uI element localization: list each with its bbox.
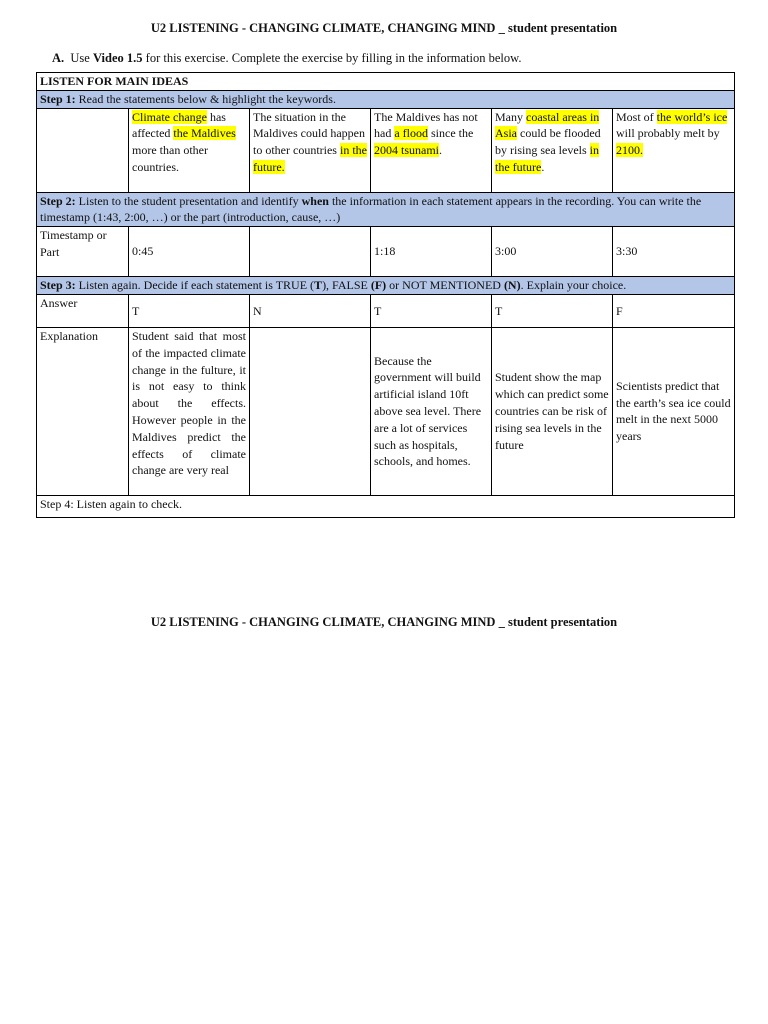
instruction-pre: Use [70, 51, 90, 65]
page-title-repeat: U2 LISTENING - CHANGING CLIMATE, CHANGING MIND _ student presentation [150, 615, 618, 629]
table-heading: LISTEN FOR MAIN IDEAS [37, 73, 735, 91]
statement-text: The situation in the Maldives could happen to other countries [253, 109, 365, 158]
step1-label: Step 1: [40, 91, 76, 106]
statement-text: The Maldives has not had [374, 109, 478, 141]
answer-label: Answer [37, 294, 129, 327]
highlighted-keyword: in the future [495, 143, 599, 174]
step3-text: or NOT MENTIONED [389, 278, 501, 293]
answer-cell[interactable]: T [129, 294, 250, 327]
answer-cell[interactable]: T [492, 294, 613, 327]
step3-label: Step 3: [40, 278, 76, 293]
statement-text: has affected [132, 109, 226, 141]
highlighted-keyword: the world’s ice [656, 109, 728, 124]
step4-row: Step 4: Listen again to check. [37, 495, 735, 517]
explanation-label: Explanation [37, 327, 129, 495]
step3-text: Listen again. Decide if each statement is TRUE ( [78, 278, 315, 293]
step2-post: the information in each statement appears in the recording. You can write the timestamp (1:43, 2:00, …) or the part (introduction, cause, …) [40, 193, 702, 225]
explanation-cell[interactable]: Student said that most of the impacted climate change in the fulture, it is not easy to think about the effects. However people in the Maldives predict the effects of climate change are very real [129, 327, 250, 495]
highlighted-keyword: the Maldives [173, 126, 236, 141]
statement-cell [492, 108, 613, 192]
page-title: U2 LISTENING - CHANGING CLIMATE, CHANGING MIND _ student presentation [150, 21, 618, 35]
explanation-cell[interactable]: Student show the map which can predict some countries can be risk of rising sea levels in the future [492, 327, 613, 495]
explanation-cell[interactable]: Because the government will build artificial island 10ft above sea level. There are a lot of services such as hospitals, schools, and homes. [371, 327, 492, 495]
step3-false: (F) [370, 278, 387, 293]
step1-text: Read the statements below & highlight the keywords. [78, 91, 336, 106]
explanation-cell[interactable]: Scientists predict that the earth’s sea ice could melt in the next 5000 years [613, 327, 735, 495]
answer-cell[interactable]: T [371, 294, 492, 327]
highlighted-keyword: Climate change [132, 109, 207, 124]
statement-blank-cell [37, 108, 129, 192]
step2-when: when [301, 193, 329, 208]
highlighted-keyword: coastal areas in Asia [495, 109, 600, 141]
timestamp-label: Timestamp or Part [37, 227, 129, 277]
answer-cell[interactable]: N [250, 294, 371, 327]
statement-cell [129, 108, 250, 192]
timestamp-cell[interactable]: 0:45 [129, 227, 250, 277]
step2-row [37, 192, 735, 227]
statement-text: Many [495, 109, 526, 124]
highlighted-keyword: 2100. [616, 143, 643, 158]
statement-text: . [439, 143, 442, 158]
highlighted-keyword: 2004 tsunami [374, 143, 439, 158]
instruction-letter: A. [52, 51, 65, 65]
step3-not-mentioned: (N) [503, 278, 521, 293]
statement-text: Most of [616, 109, 657, 124]
step2-pre: Listen to the student presentation and identify [78, 193, 299, 208]
step3-text: . Explain your choice. [520, 278, 627, 293]
timestamp-cell[interactable] [250, 227, 371, 277]
explanation-cell[interactable] [250, 327, 371, 495]
statement-text: . [541, 159, 545, 174]
statement-cell [250, 108, 371, 192]
instruction-post: for this exercise. Complete the exercise by filling in the information below. [145, 51, 522, 65]
highlighted-keyword: a flood [394, 126, 428, 141]
timestamp-cell[interactable]: 3:00 [492, 227, 613, 277]
statement-text: more than other countries. [132, 143, 208, 174]
answer-cell[interactable]: F [613, 294, 735, 327]
step1-row [37, 90, 735, 108]
step3-true: T [314, 278, 323, 293]
statement-cell [613, 108, 735, 192]
timestamp-cell[interactable]: 1:18 [371, 227, 492, 277]
worksheet-table [36, 72, 735, 518]
statement-text: since the [427, 126, 474, 141]
instruction-video: Video 1.5 [92, 51, 143, 65]
statement-text: will probably melt by [616, 126, 720, 141]
step3-row [37, 277, 735, 295]
step2-label: Step 2: [40, 193, 76, 208]
step3-text: ), FALSE [322, 278, 368, 293]
instruction [52, 51, 521, 66]
highlighted-keyword: in the future. [253, 143, 367, 174]
statement-cell [371, 108, 492, 192]
timestamp-cell[interactable]: 3:30 [613, 227, 735, 277]
statement-text: could be flooded by rising sea levels [495, 126, 601, 158]
